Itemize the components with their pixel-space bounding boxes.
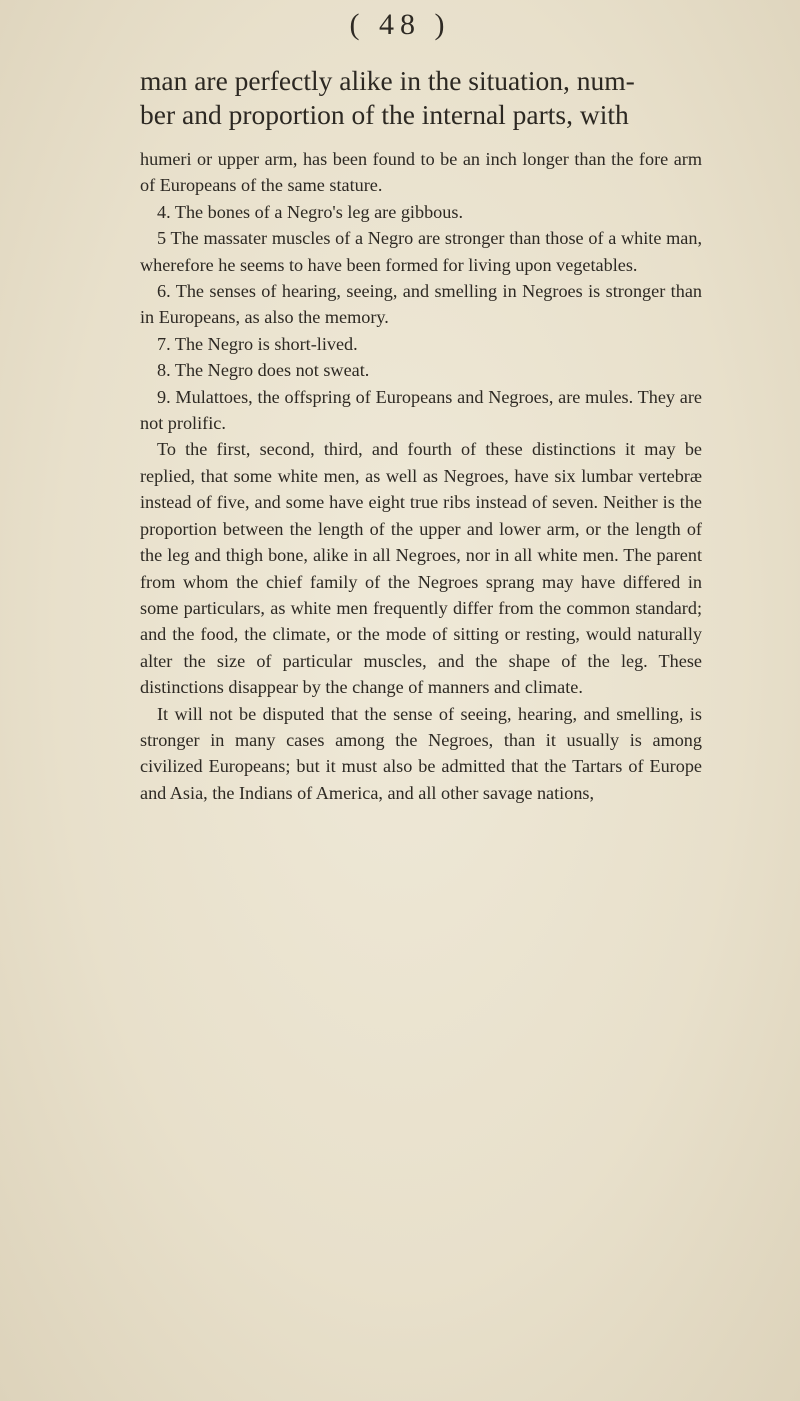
page-number: ( 48 ) bbox=[349, 8, 451, 41]
paragraph-item-6: 6. The senses of hearing, seeing, and smelling in Negroes is stronger than in Europeans, as also the memory. bbox=[140, 281, 702, 328]
paragraph-item-4: 4. The bones of a Negro's leg are gibbous. bbox=[157, 201, 463, 222]
paragraph-item-5: 5 The massater muscles of a Negro are stronger than those of a white man, wherefore he seems to have been formed for living upon vegetables. bbox=[140, 228, 702, 275]
heading-line-2: ber and proportion of the internal parts, with bbox=[140, 99, 629, 130]
paragraph-senses: It will not be disputed that the sense of seeing, hearing, and smelling, is stronger in many cases among the Negroes, than it usually is among civilized Europeans; but it must also be admitted that the Tartars of Europe and Asia, the Indians of America, and all other savage nations, bbox=[140, 703, 702, 803]
paragraph-item-9: 9. Mulattoes, the offspring of Europeans and Negroes, are mules. They are not prolific. bbox=[140, 386, 702, 434]
paragraph-humeri: humeri or upper arm, has been found to be an inch longer than the fore arm of Europeans of the same stature. bbox=[140, 149, 702, 196]
paragraph-reply: To the first, second, third, and fourth of these distinctions it may be replied, that some white men, as well as Negroes, have six lumbar vertebræ instead of five, and some have eight true ribs instead of seven. Neither is the proportion between the length of the upper and lower arm, or the length of the leg and thigh bone, alike in all Negroes, nor in all white men. The parent from whom the chief family of the Negroes sprang may have differed in some particulars, as white men frequently differ from the common standard; and the food, the climate, or the mode of sitting or resting, would naturally alter the size of particular muscles, and the shape of the leg. These distinctions disappear by the change of manners and climate. bbox=[140, 439, 702, 698]
paragraph-item-8: 8. The Negro does not sweat. bbox=[157, 360, 370, 381]
heading-line-1: man are perfectly alike in the situation, num- bbox=[140, 65, 635, 96]
continued-heading-text bbox=[140, 64, 700, 132]
paragraph-item-7: 7. The Negro is short-lived. bbox=[157, 333, 358, 354]
body-text bbox=[140, 146, 702, 806]
